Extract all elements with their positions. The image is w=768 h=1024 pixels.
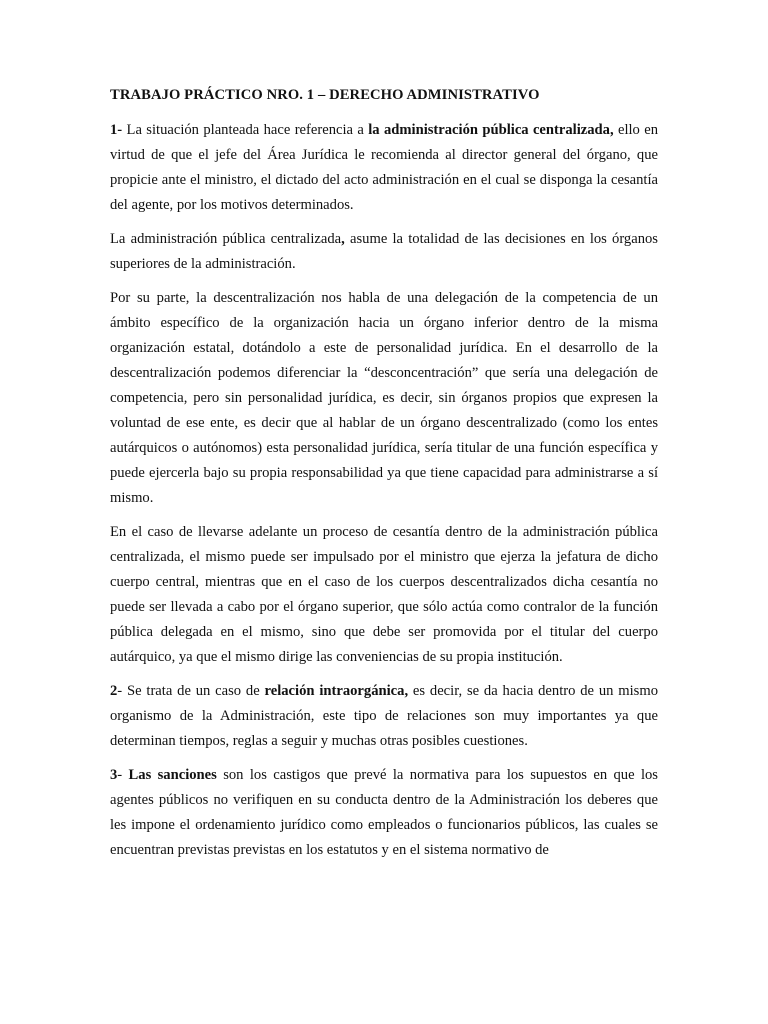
paragraph-1-text-b: ello en virtud de que el jefe del Área Jurídica le recomienda al director general del órgano, que propicie ante el ministro, el dictado del acto administración en el cual se disponga la cesantía del agente, por los motivos determinados. [110, 122, 658, 213]
item-number-1: 1- [110, 122, 123, 138]
paragraph-1-bold: la administración pública centralizada, [368, 122, 614, 138]
paragraph-5-bold: relación intraorgánica, [264, 683, 409, 699]
document-page [110, 84, 658, 872]
paragraph-6 [110, 763, 658, 863]
paragraph-2 [110, 227, 658, 277]
paragraph-5-text-b: es decir, se da hacia dentro de un mismo organismo de la Administración, este tipo de relaciones son muy importantes ya que determinan tiempos, reglas a seguir y muchas otras posibles cuestiones. [110, 683, 658, 749]
paragraph-6-bold: Las sanciones [128, 767, 217, 783]
paragraph-5-text-a: - Se trata de un caso de [117, 683, 265, 699]
paragraph-6-text-b: son los castigos que prevé la normativa para los supuestos en que los agentes públicos no verifiquen en su conducta dentro de la Administración los deberes que les impone el ordenamiento jurídico como empleados o funcionarios públicos, las cuales se encuentran previstas previstas en los estatutos y en el sistema normativo de [110, 767, 658, 858]
paragraph-1-text-a: La situación planteada hace referencia a [122, 122, 369, 138]
paragraph-6-text-a: - [117, 767, 129, 783]
paragraph-5 [110, 679, 658, 754]
paragraph-4: En el caso de llevarse adelante un proceso de cesantía dentro de la administración pública centralizada, el mismo puede ser impulsado por el ministro que ejerza la jefatura de dicho cuerpo central, mientras que en el caso de los cuerpos descentralizados dicha cesantía no puede ser llevada a cabo por el órgano superior, que sólo actúa como contralor de la función pública delegada en el mismo, sino que debe ser promovida por el titular del cuerpo autárquico, ya que el mismo dirige las conveniencias de su propia institución. [110, 524, 658, 665]
paragraph-2-bold: , [341, 231, 345, 247]
paragraph-2-text-a: La administración pública centralizada [110, 231, 342, 247]
item-number-2: 2 [110, 683, 118, 699]
paragraph-3: Por su parte, la descentralización nos habla de una delegación de la competencia de un ámbito específico de la organización hacia un órgano inferior dentro de la misma organización estatal, dotándolo a este de personalidad jurídica. En el desarrollo de la descentralización podemos diferenciar la “desconcentración” que sería una delegación de competencia, pero sin personalidad jurídica, es decir, sin órganos propios que expresen la voluntad de ese ente, es decir que al hablar de un órgano descentralizado (como los entes autárquicos o autónomos) esta personalidad jurídica, sería titular de una función específica y puede ejercerla bajo su propia responsabilidad ya que tiene capacidad para administrarse a sí mismo. [110, 290, 658, 506]
item-number-3: 3 [110, 767, 118, 783]
paragraph-2-text-b: asume la totalidad de las decisiones en los órganos superiores de la administración. [110, 231, 658, 272]
paragraph-1 [110, 118, 658, 218]
document-title: TRABAJO PRÁCTICO NRO. 1 – DERECHO ADMINISTRATIVO [110, 87, 540, 103]
